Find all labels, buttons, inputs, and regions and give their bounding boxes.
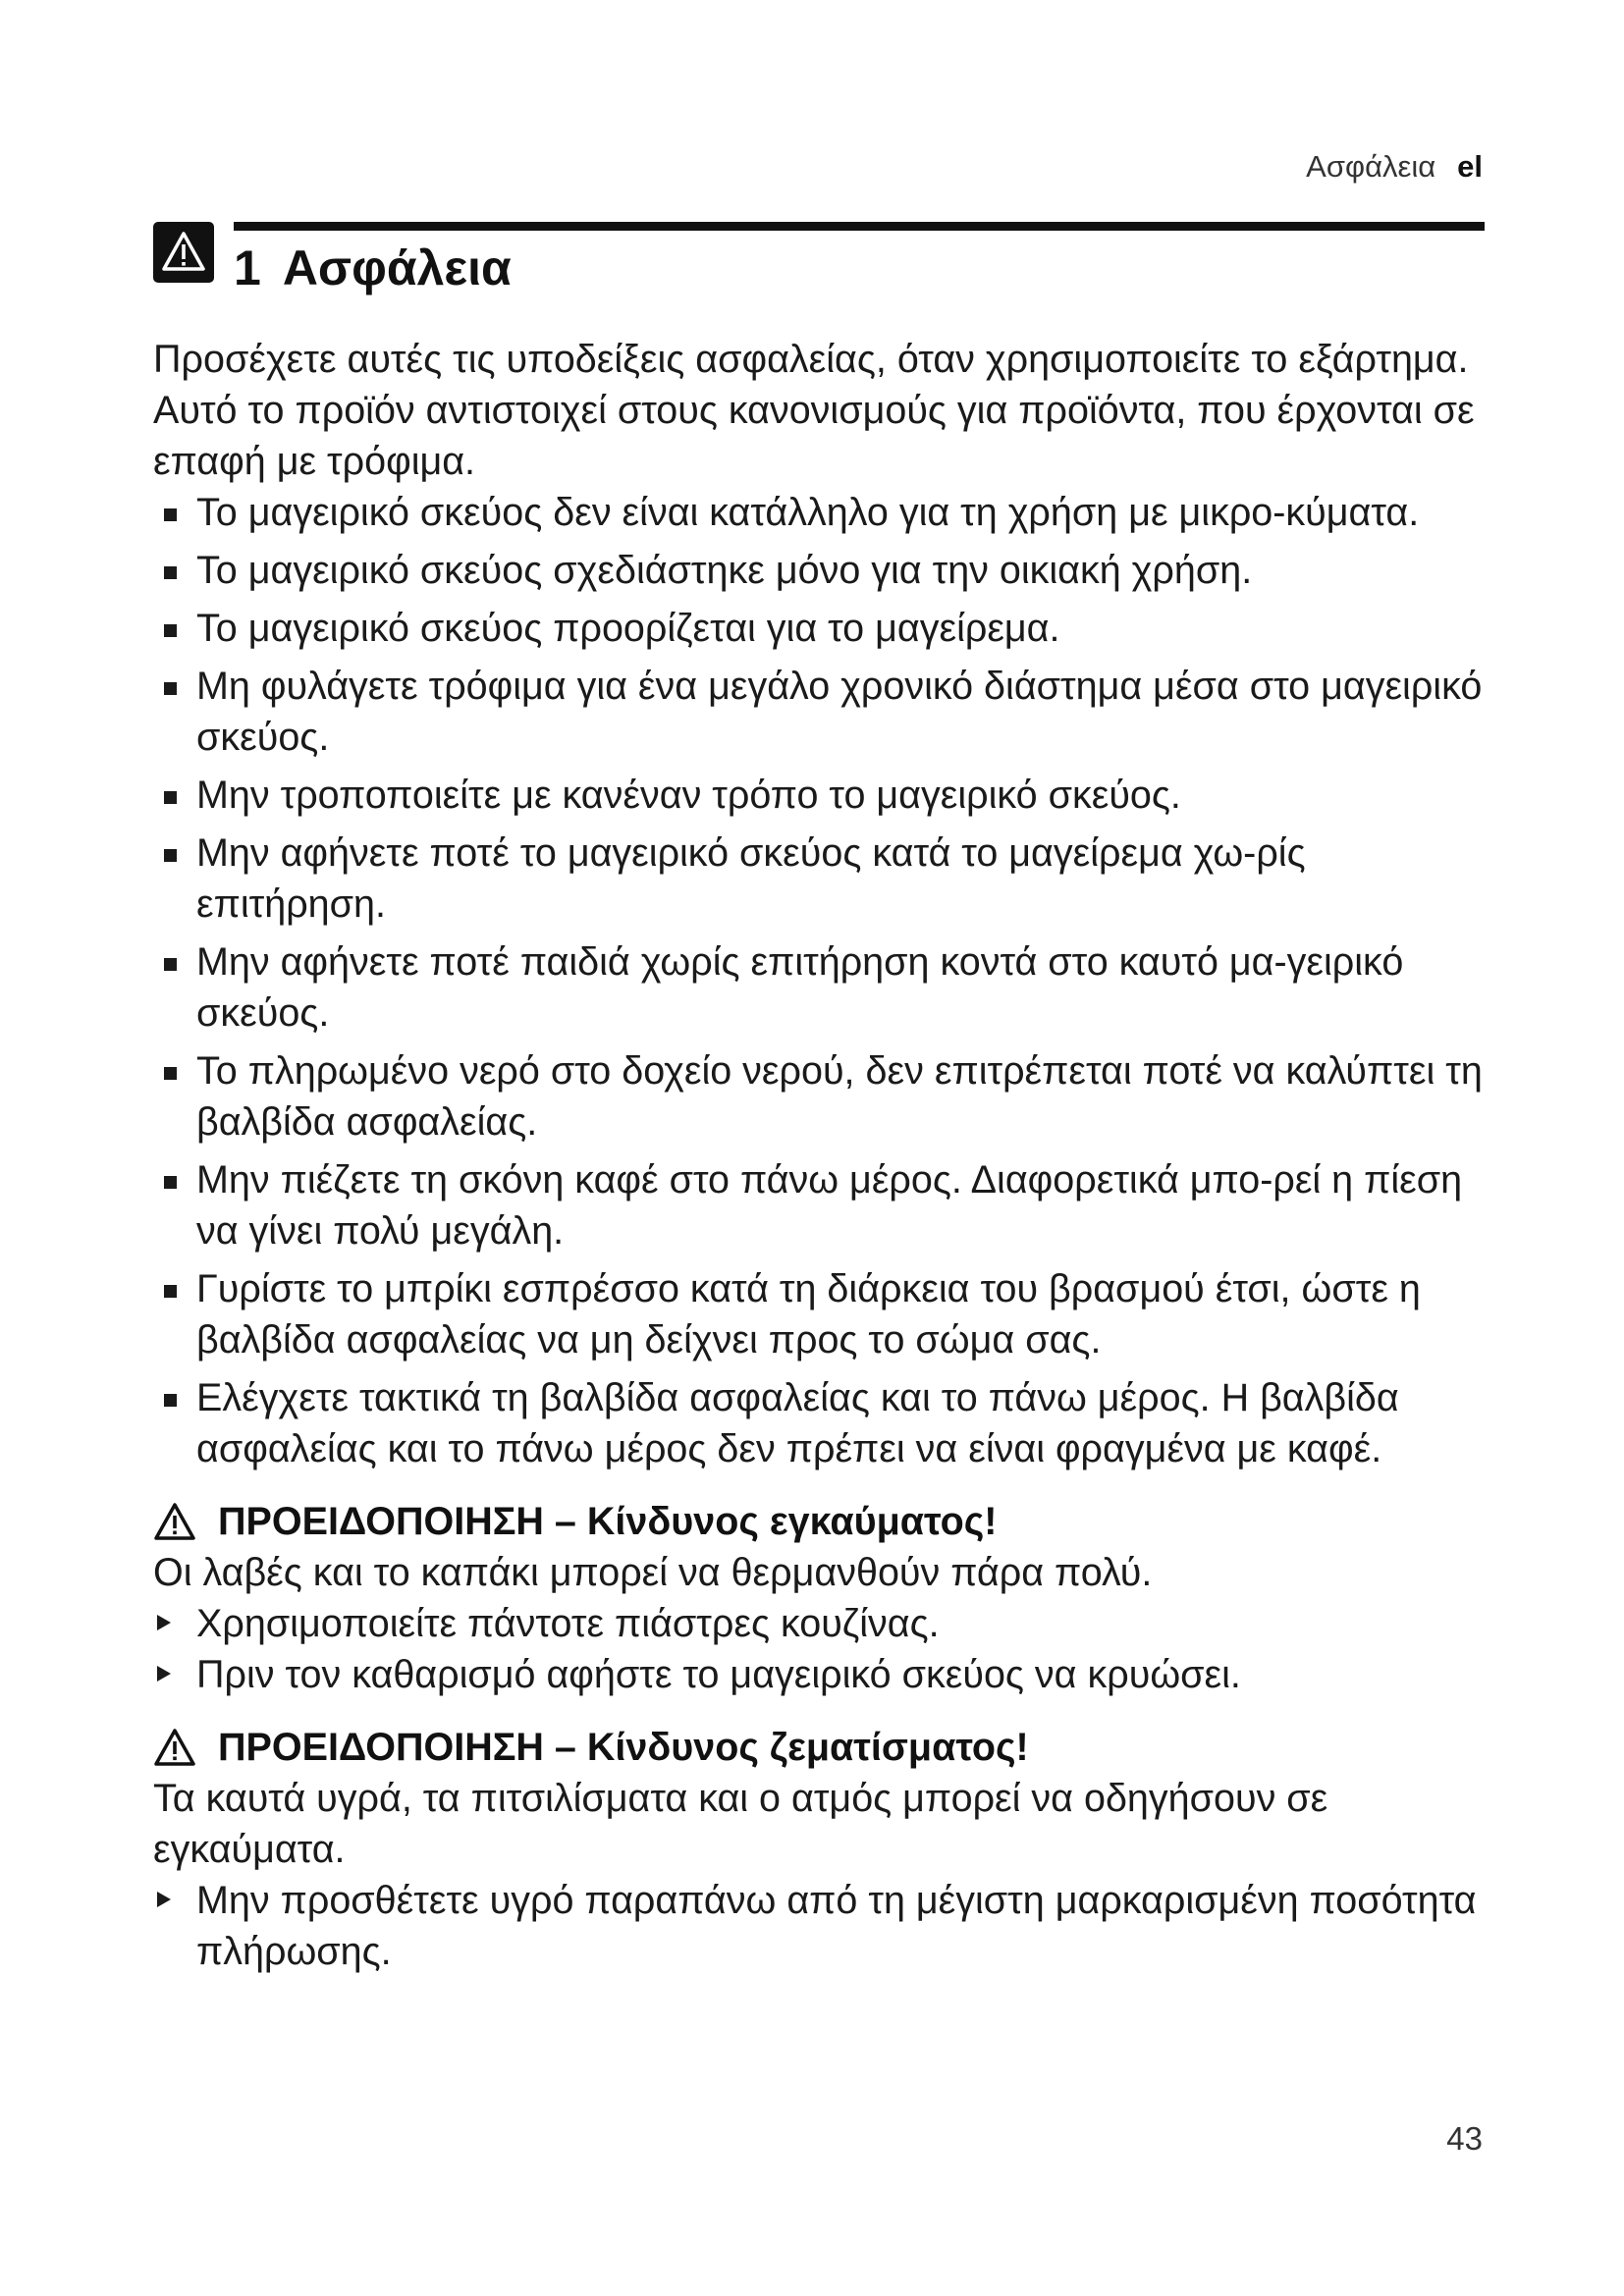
list-item: Το μαγειρικό σκεύος προορίζεται για το μαγείρεμα. bbox=[153, 603, 1498, 654]
warning-triangle-icon bbox=[153, 1502, 196, 1541]
list-item: Μην αφήνετε ποτέ παιδιά χωρίς επιτήρηση κοντά στο καυτό μα-γειρικό σκεύος. bbox=[153, 936, 1498, 1039]
section-number: 1 bbox=[234, 240, 261, 295]
warning-text: Οι λαβές και το καπάκι μπορεί να θερμανθούν πάρα πολύ. bbox=[153, 1551, 1153, 1594]
warning-steps bbox=[153, 1598, 1498, 1700]
warning-text: Τα καυτά υγρά, τα πιτσιλίσματα και ο ατμός μπορεί να οδηγήσουν σε εγκαύματα. bbox=[153, 1777, 1328, 1871]
warning-title: ΠΡΟΕΙΔΟΠΟΙΗΣΗ – Κίνδυνος ζεματίσματος! bbox=[218, 1726, 1029, 1769]
section-title-text: Ασφάλεια bbox=[282, 240, 512, 295]
list-item: Μην αφήνετε ποτέ το μαγειρικό σκεύος κατά το μαγείρεμα χω-ρίς επιτήρηση. bbox=[153, 828, 1498, 930]
warning-heading bbox=[153, 1722, 1498, 1773]
list-item: Μη φυλάγετε τρόφιμα για ένα μεγάλο χρονικό διάστημα μέσα στο μαγειρικό σκεύος. bbox=[153, 661, 1498, 763]
page-header bbox=[1306, 149, 1483, 185]
list-item: Μην πιέζετε τη σκόνη καφέ στο πάνω μέρος. Διαφορετικά μπο-ρεί η πίεση να γίνει πολύ μεγάλη. bbox=[153, 1154, 1498, 1256]
warning-steps bbox=[153, 1875, 1498, 1977]
header-language-code: el bbox=[1457, 149, 1483, 184]
list-item: Χρησιμοποιείτε πάντοτε πιάστρες κουζίνας. bbox=[153, 1598, 1498, 1649]
intro-paragraph: Αυτό το προϊόν αντιστοιχεί στους κανονισμούς για προϊόντα, που έρχονται σε επαφή με τρόφιμα. bbox=[153, 389, 1475, 483]
warning-heading bbox=[153, 1496, 1498, 1547]
warning-triangle-icon bbox=[153, 222, 214, 283]
list-item: Το πληρωμένο νερό στο δοχείο νερού, δεν επιτρέπεται ποτέ να καλύπτει τη βαλβίδα ασφαλείας. bbox=[153, 1045, 1498, 1148]
safety-bullet-list bbox=[153, 487, 1498, 1474]
list-item: Το μαγειρικό σκεύος δεν είναι κατάλληλο για τη χρήση με μικρο-κύματα. bbox=[153, 487, 1498, 538]
list-item: Ελέγχετε τακτικά τη βαλβίδα ασφαλείας και το πάνω μέρος. Η βαλβίδα ασφαλείας και το πάνω μέρος δεν πρέπει να είναι φραγμένα με καφέ. bbox=[153, 1372, 1498, 1474]
intro-paragraph: Προσέχετε αυτές τις υποδείξεις ασφαλείας, όταν χρησιμοποιείτε το εξάρτημα. bbox=[153, 338, 1469, 381]
list-item: Μην τροποποιείτε με κανέναν τρόπο το μαγειρικό σκεύος. bbox=[153, 770, 1498, 821]
list-item: Πριν τον καθαρισμό αφήστε το μαγειρικό σκεύος να κρυώσει. bbox=[153, 1649, 1498, 1700]
page-number: 43 bbox=[1446, 2120, 1483, 2157]
list-item: Γυρίστε το μπρίκι εσπρέσσο κατά τη διάρκεια του βρασμού έτσι, ώστε η βαλβίδα ασφαλείας να μη δείχνει προς το σώμα σας. bbox=[153, 1263, 1498, 1365]
section-rule bbox=[234, 222, 1485, 231]
warning-block-burns bbox=[153, 1496, 1498, 1700]
section-title bbox=[234, 240, 512, 296]
warning-triangle-icon bbox=[153, 1728, 196, 1767]
warning-title: ΠΡΟΕΙΔΟΠΟΙΗΣΗ – Κίνδυνος εγκαύματος! bbox=[218, 1500, 998, 1543]
safety-content bbox=[153, 334, 1498, 1977]
warning-block-scalding bbox=[153, 1722, 1498, 1977]
header-section-label: Ασφάλεια bbox=[1306, 149, 1436, 184]
list-item: Μην προσθέτετε υγρό παραπάνω από τη μέγιστη μαρκαρισμένη ποσότητα πλήρωσης. bbox=[153, 1875, 1498, 1977]
list-item: Το μαγειρικό σκεύος σχεδιάστηκε μόνο για την οικιακή χρήση. bbox=[153, 545, 1498, 596]
